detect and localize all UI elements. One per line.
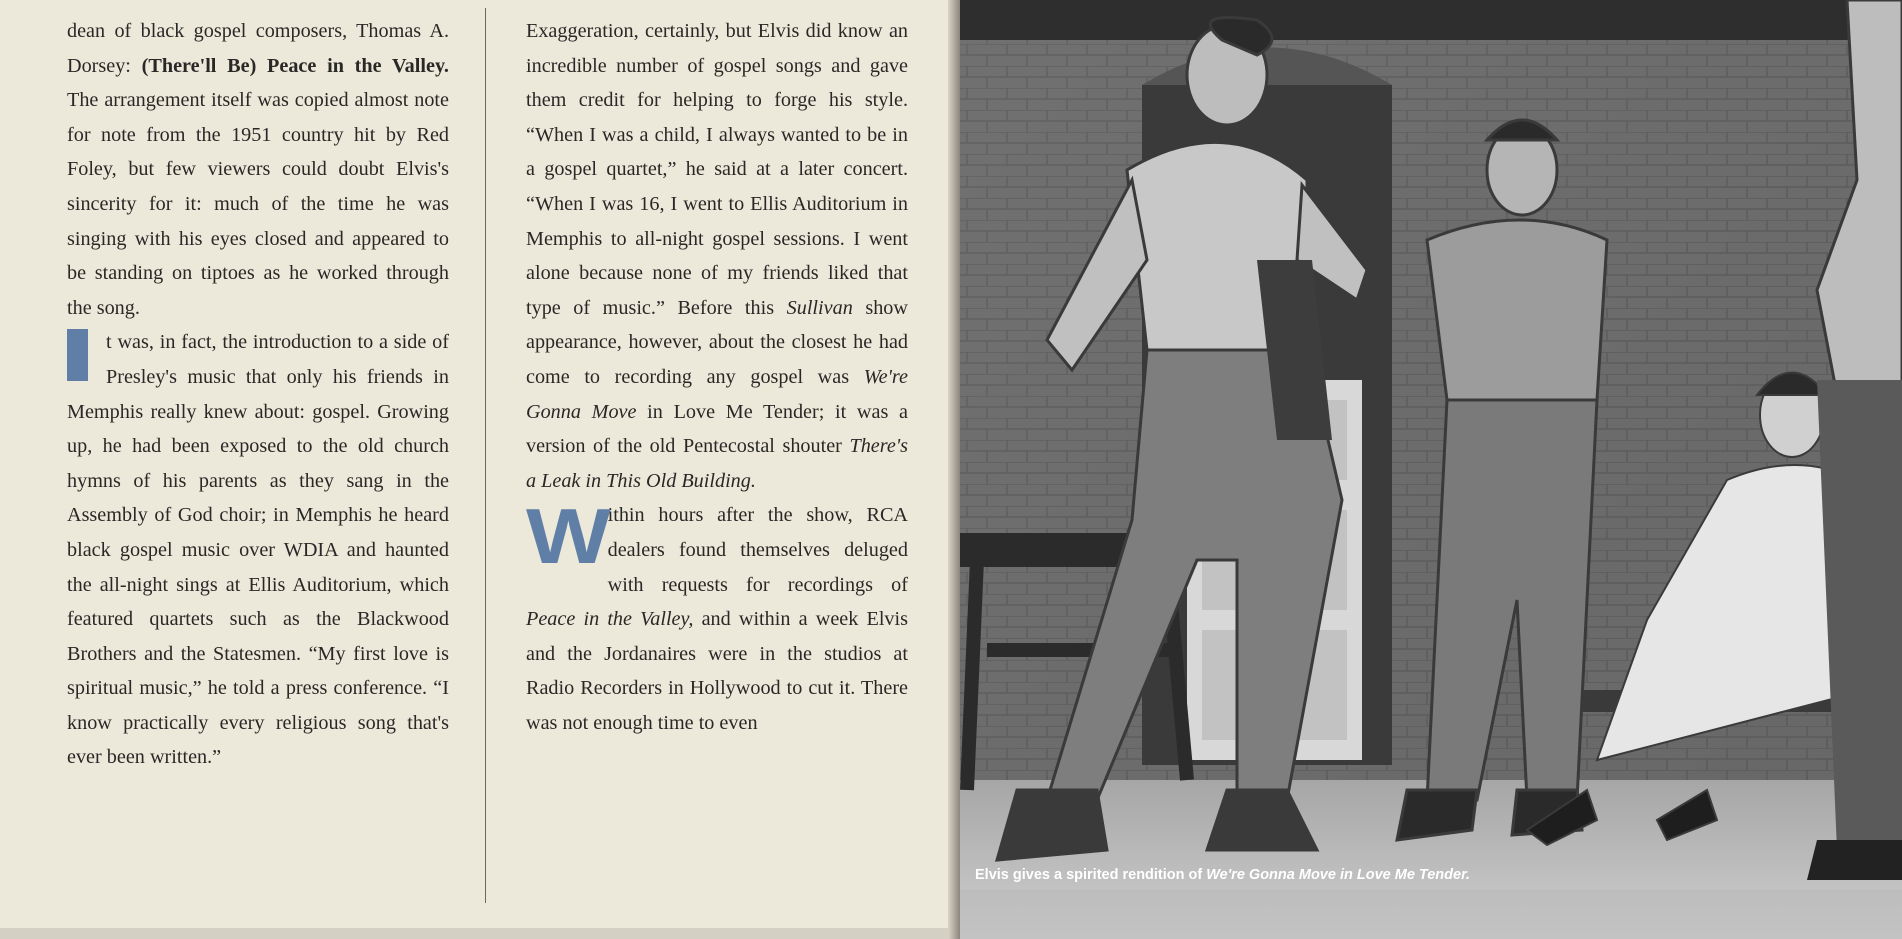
book-gutter <box>948 0 960 939</box>
paragraph: Within hours after the show, RCA dealers found themselves deluged with requests for recordings of Peace in the Valley, and within a week Elvis and the Jordanaires were in the studios at Radio Recorders in Hollywood to cut it. There was not enough time to even <box>526 492 908 734</box>
photo-caption: Elvis gives a spirited rendition of We're Gonna Move in Love Me Tender. <box>975 867 1470 883</box>
drop-cap-letter: W <box>526 492 604 581</box>
column-divider <box>485 8 486 903</box>
paragraph: t was, in fact, the introduction to a side of Presley's music that only his friends in Memphis really knew about: gospel. Growing up, he had been exposed to the old church hymns of his parents as they sang in the Assembly of God choir; in Memphis he heard black gospel music over WDIA and haunted the all-night sings at Ellis Auditorium, which featured quartets such as the Blackwood Brothers and the Statesmen. “My first love is spiritual music,” he told a press conference. “I know practically every religious song that's ever been written.” <box>67 331 449 769</box>
photo-elvis-dancing <box>957 0 1902 939</box>
text-column-right <box>526 14 908 740</box>
song-title-bold: (There'll Be) Peace in the Valley. <box>141 54 449 77</box>
text-column-left <box>67 14 449 775</box>
page-edge <box>0 928 957 939</box>
paragraph: Exaggeration, certainly, but Elvis did know an incredible number of gospel songs and gave them credit for helping to forge his style. “When I was a child, I always wanted to be in a gospel quartet,” he said at a later concert. “When I was 16, I went to Ellis Auditorium in Memphis to all-night gospel sessions. I went alone because none of my friends liked that type of music.” Before this Sullivan show appearance, however, about the closest he had come to recording any gospel was We're Gonna Move in Love Me Tender; it was a version of the old Pentecostal shouter There's a Leak in This Old Building. <box>526 20 908 492</box>
drop-cap-block <box>67 329 88 381</box>
paragraph: dean of black gospel composers, Thomas A. Dorsey: (There'll Be) Peace in the Valley. The arrangement itself was copied almost note for note from the 1951 country hit by Red Foley, but few viewers could doubt Elvis's sincerity for it: much of the time he was singing with his eyes closed and appeared to be standing on tiptoes as he worked through the song. <box>67 20 449 319</box>
